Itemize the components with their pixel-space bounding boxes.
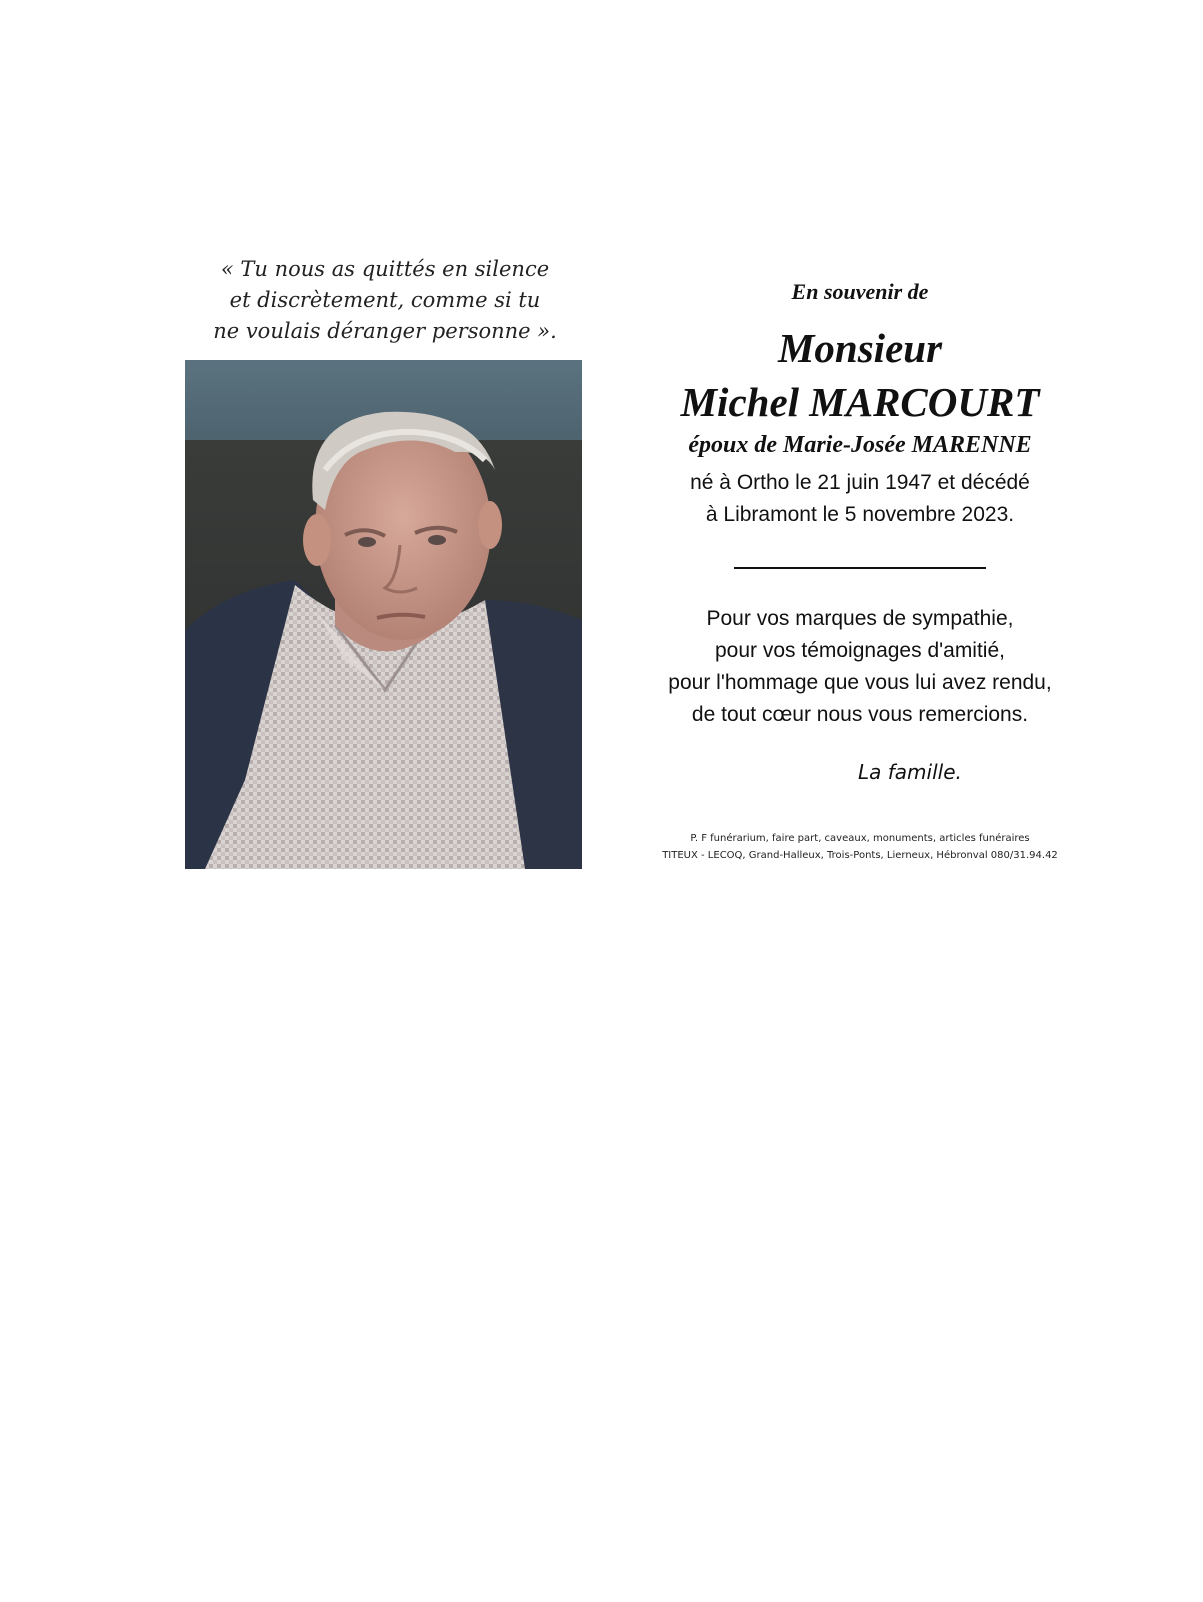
portrait-image [185, 360, 582, 869]
quote-line: « Tu nous as quittés en silence [220, 257, 550, 281]
dates-line: à Libramont le 5 novembre 2023. [705, 503, 1015, 526]
signature: La famille. [858, 760, 962, 784]
quote-line: ne voulais déranger personne ». [213, 319, 557, 343]
quote-line: et discrètement, comme si tu [229, 288, 541, 312]
footer-line: TITEUX - LECOQ, Grand-Halleux, Trois-Ponts, Lierneux, Hébronval 080/31.94.42 [662, 850, 1058, 861]
thanks-line: Pour vos marques de sympathie, [706, 607, 1014, 630]
spouse-line: époux de Marie-Josée MARENNE [688, 432, 1032, 458]
funeral-home-footer [620, 830, 1100, 864]
honorific: Monsieur [777, 325, 943, 371]
dates-line: né à Ortho le 21 juin 1947 et décédé [690, 471, 1030, 494]
thanks-message [640, 603, 1080, 731]
thanks-line: de tout cœur nous vous remercions. [691, 703, 1029, 726]
thanks-line: pour l'hommage que vous lui avez rendu, [668, 671, 1052, 694]
footer-line: P. F funérarium, faire part, caveaux, monuments, articles funéraires [690, 833, 1030, 844]
quote [200, 254, 570, 347]
divider [734, 567, 986, 569]
birth-death-dates [640, 467, 1080, 531]
thanks-line: pour vos témoignages d'amitié, [714, 639, 1005, 662]
deceased-name: Michel MARCOURT [680, 379, 1040, 425]
souvenir-heading: En souvenir de [791, 279, 929, 304]
portrait-photo [185, 360, 582, 869]
